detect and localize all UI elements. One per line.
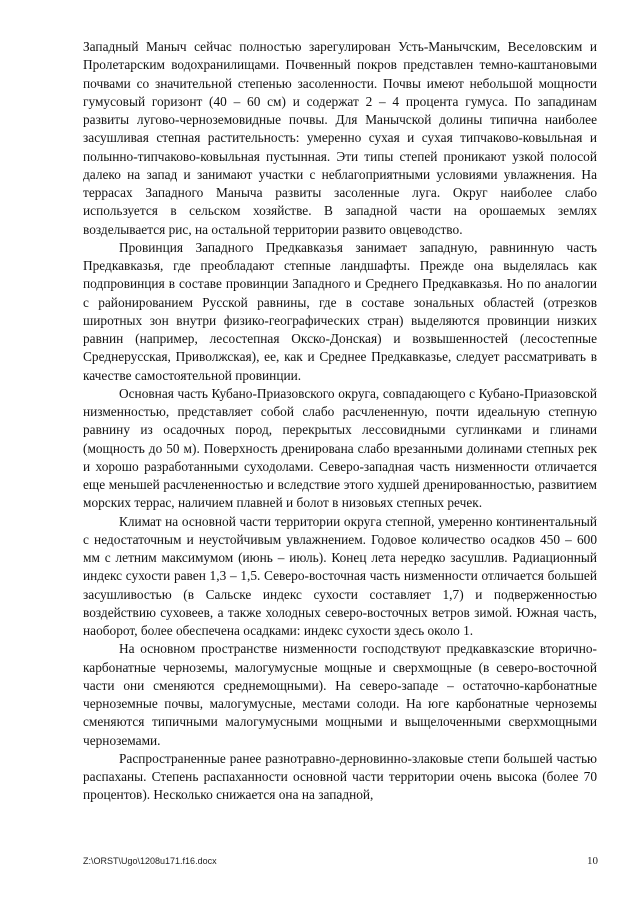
document-body [83, 38, 597, 805]
paragraph: Основная часть Кубано-Приазовского округа, совпадающего с Кубано-Приазовской низменностью, представляет собой слабо расчлененную, почти идеальную степную равнину из осадочных пород, перекрытых лессовидными суглинками и глинами (мощность до 50 м). Поверхность дренирована слабо врезанными долинами степных рек и хорошо разработанными суходолами. Северо-западная часть низменности отличается еще меньшей расчлененностью и вследствие этого худшей дренированностью, развитием морских террас, наличием плавней и болот в низовьях степных речек. [83, 385, 597, 511]
paragraph: Западный Маныч сейчас полностью зарегулирован Усть-Манычским, Веселовским и Пролетарским водохранилищами. Почвенный покров представлен темно-каштановыми почвами со значительной степенью засоленности. Почвы имеют небольшой мощности гумусовый горизонт (40 – 60 см) и содержат 2 – 4 процента гумуса. По западинам развиты лугово-черноземовидные почвы. Для Манычской долины типична наиболее засушливая степная растительность: умеренно сухая и сухая типчаково-ковыльная и полынно-типчаково-ковыльная пустынная. Эти типы степей проникают узкой полосой далеко на запад и занимают участки с неблагоприятными условиями увлажнения. На террасах Западного Маныча развиты засоленные луга. Округ наиболее слабо используется в сельском хозяйстве. В западной части на орошаемых землях возделывается рис, на остальной территории развито овцеводство. [83, 39, 597, 237]
footer-file-path: Z:\ORST\Ugo\1208u171.f16.docx [83, 856, 217, 866]
paragraph: Провинция Западного Предкавказья занимает западную, равнинную часть Предкавказья, где преобладают степные ландшафты. Прежде она выделялась как подпровинция в составе провинции Западного и Среднего Предкавказья. Но по аналогии с районированием Русской равнины, где в составе зональных областей (отрезков широтных зон внутри физико-географических стран) выделяются провинции низких равнин (например, лесостепная Окско-Донская) и возвышенностей (лесостепные Среднерусская, Приволжская), ее, как и Среднее Предкавказье, следует рассматривать в качестве самостоятельной провинции. [83, 239, 597, 383]
paragraph: На основном пространстве низменности господствуют предкавказские вторично-карбонатные черноземы, малогумусные мощные и сверхмощные (в северо-восточной части они сменяются среднемощными). На северо-западе – остаточно-карбонатные черноземные почвы, малогумусные, местами солоди. На юге карбонатные черноземы сменяются типичными малогумусными мощными и выщелоченными сверхмощными черноземами. [83, 641, 597, 748]
paragraph: Распространенные ранее разнотравно-дерновинно-злаковые степи большей частью распаханы. Степень распаханности основной части территории очень высока (более 70 процентов). Несколько снижается она на западной, [83, 750, 597, 803]
paragraph: Климат на основной части территории округа степной, умеренно континентальный с недостаточным и неустойчивым увлажнением. Годовое количество осадков 450 – 600 мм с летним максимумом (июнь – июль). Конец лета нередко засушлив. Радиационный индекс сухости равен 1,3 – 1,5. Северо-восточная часть низменности отличается большей засушливостью (в Сальске индекс сухости составляет 1,7) и подверженностью воздействию суховеев, а также холодных северо-восточных ветров зимой. Южная часть, наоборот, более обеспечена осадками: индекс сухости здесь около 1. [83, 513, 597, 638]
page-number: 10 [587, 855, 598, 867]
